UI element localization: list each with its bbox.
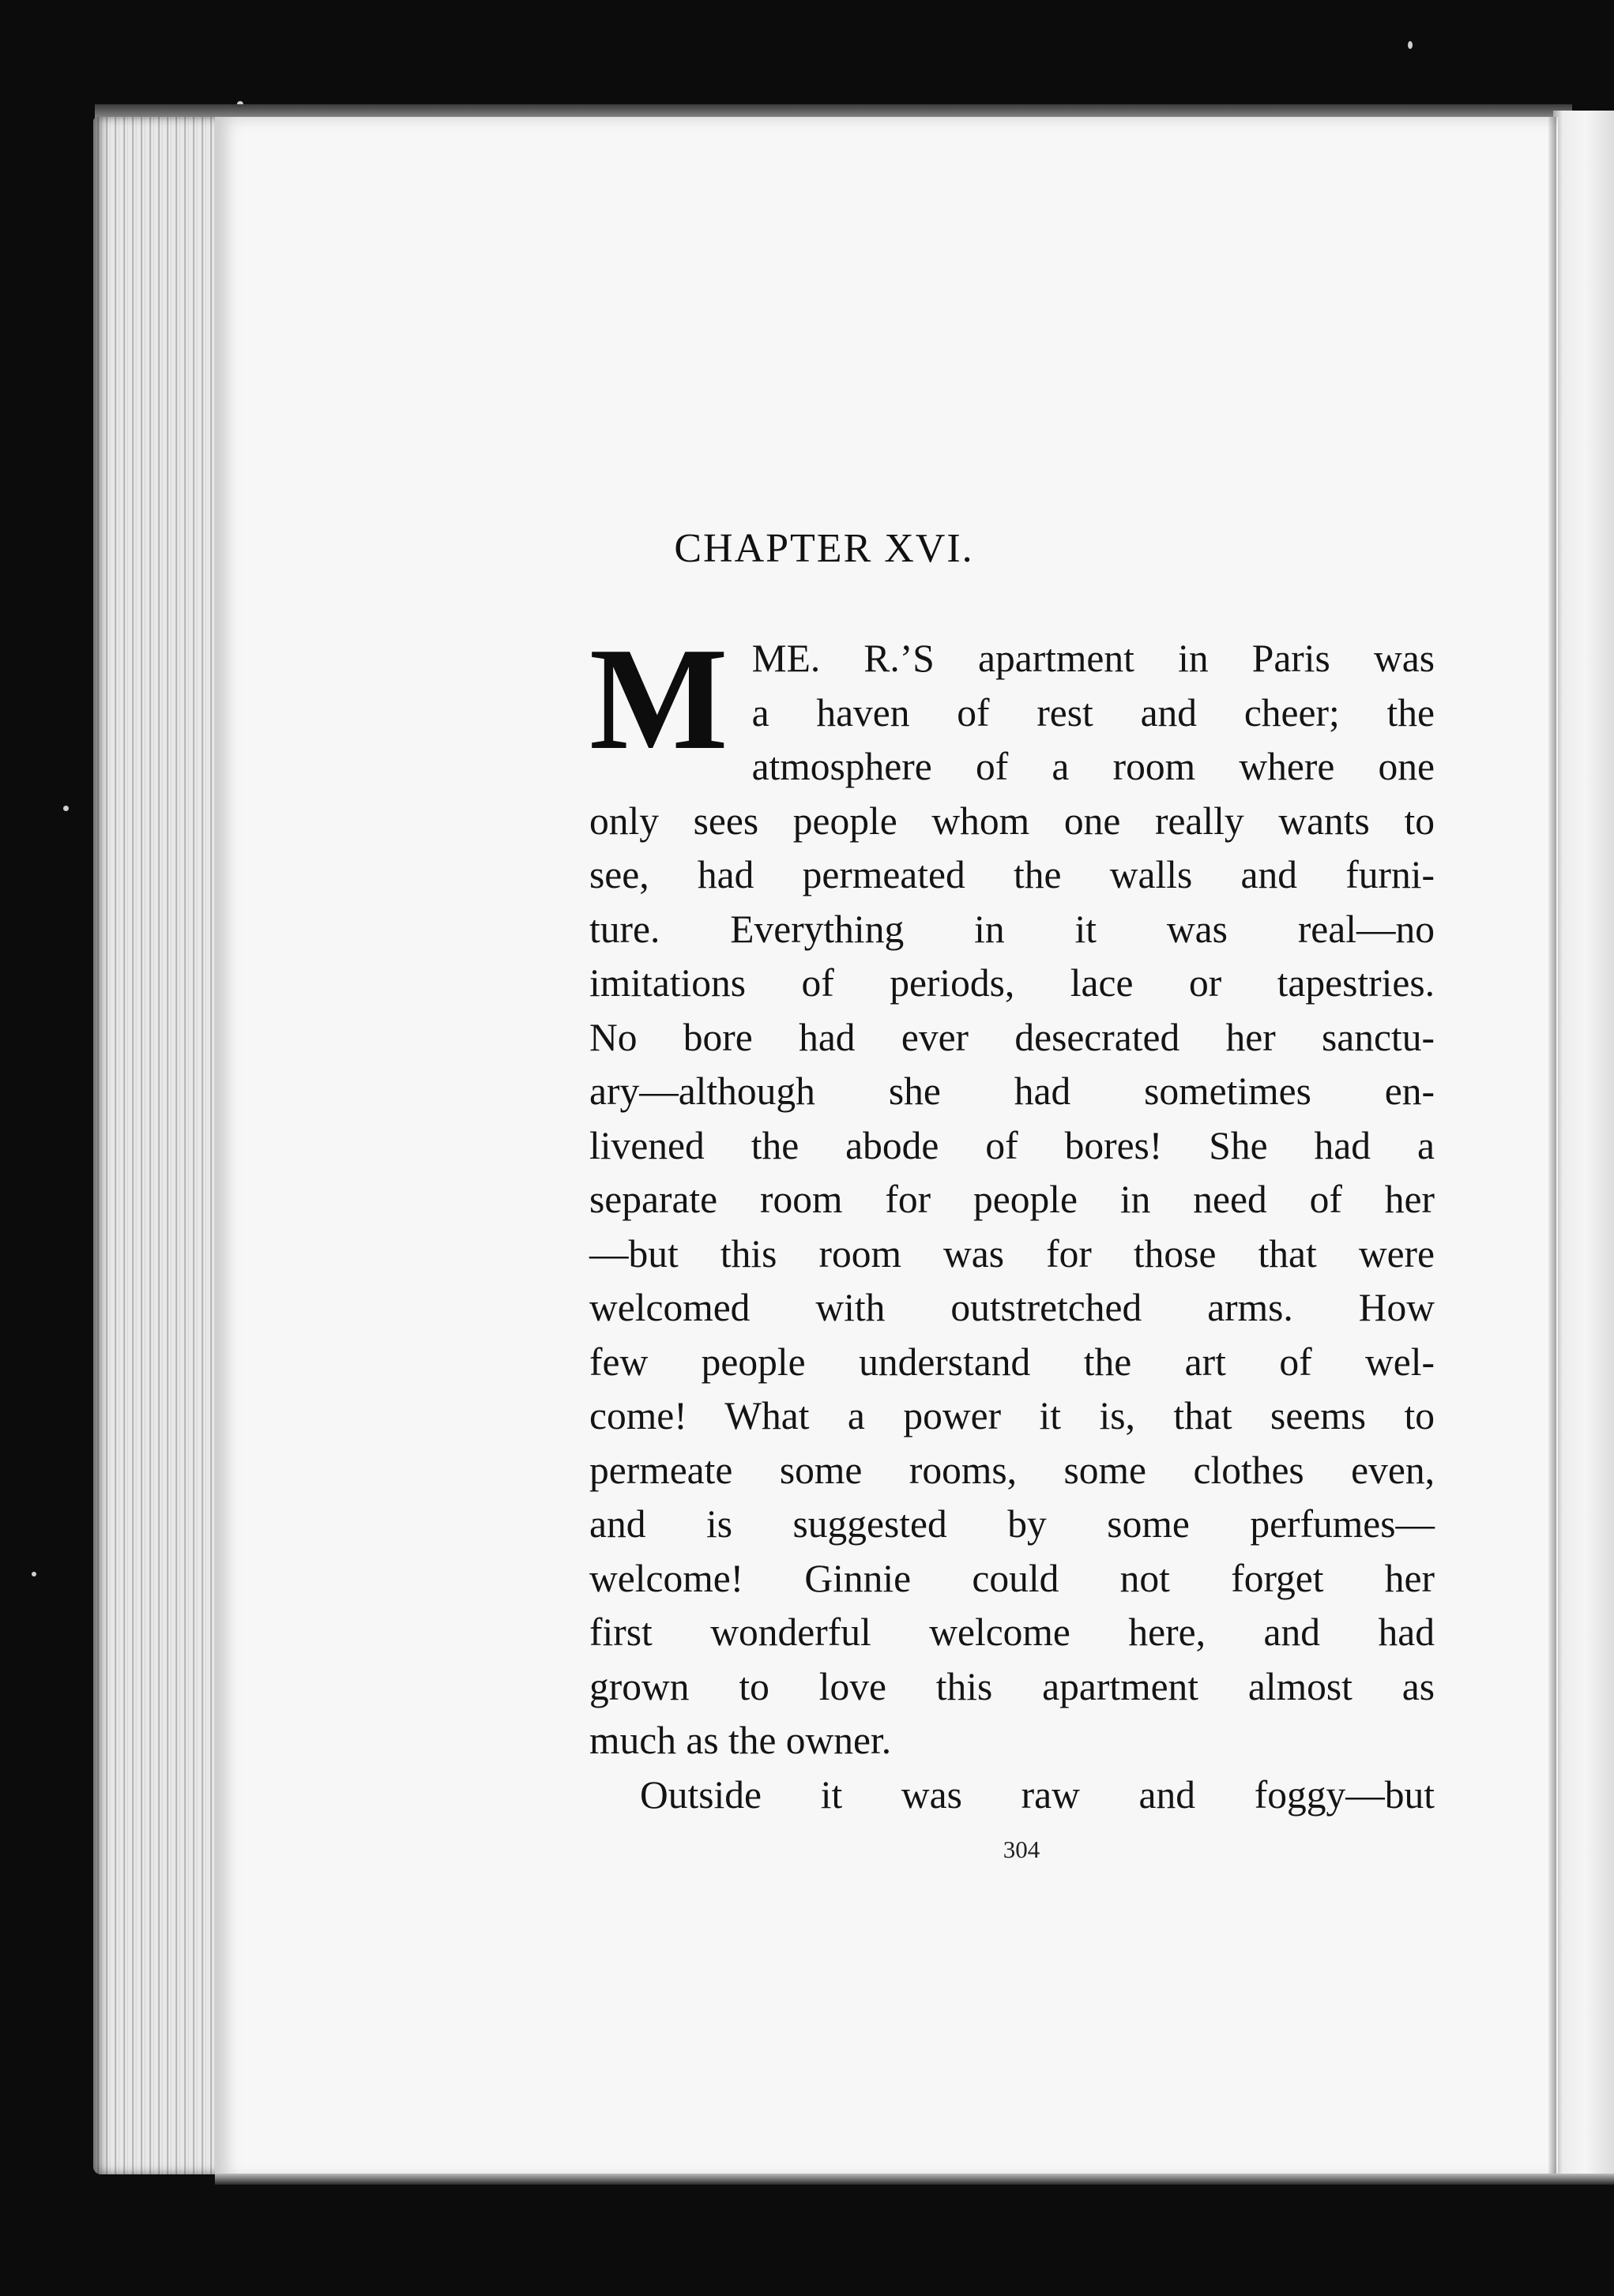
text-line: ME. R.’S apartment in Paris was <box>751 637 1435 680</box>
scan-mark <box>32 1572 36 1576</box>
scan-mark <box>63 806 69 811</box>
text-line: ture. Everything in it was real—no <box>589 907 1435 951</box>
text-line: separate room for people in need of her <box>589 1178 1435 1221</box>
text-line: only sees people whom one really wants to <box>589 799 1435 843</box>
chapter-body <box>589 618 1435 1822</box>
scan-mark <box>1408 41 1413 49</box>
text-line: come! What a power it is, that seems to <box>589 1394 1435 1437</box>
text-line: welcomed with outstretched arms. How <box>589 1286 1435 1329</box>
drop-cap: M <box>589 618 728 780</box>
text-line: No bore had ever desecrated her sanctu- <box>589 1015 1435 1059</box>
text-line: livened the abode of bores! She had a <box>589 1123 1435 1167</box>
page-number: 304 <box>1003 1836 1040 1863</box>
text-line: Outside it was raw and foggy—but <box>640 1772 1435 1817</box>
text-line: welcome! Ginnie could not forget her <box>589 1556 1435 1600</box>
text-line: imitations of periods, lace or tapestries. <box>589 961 1435 1005</box>
text-line: ary—although she had sometimes en- <box>589 1069 1435 1113</box>
text-line: first wonderful welcome here, and had <box>589 1610 1435 1654</box>
text-line: see, had permeated the walls and furni- <box>589 853 1435 896</box>
gutter-shadow <box>1548 117 1556 2180</box>
adjacent-page-edge <box>1553 111 1614 2180</box>
book-bottom-edge <box>215 2174 1614 2185</box>
paragraph-end-line: much as the owner. <box>589 1719 892 1762</box>
text-line: —but this room was for those that were <box>589 1231 1435 1276</box>
text-line: and is suggested by some perfumes— <box>589 1502 1435 1546</box>
book-page-edges <box>93 117 228 2174</box>
text-line: permeate some rooms, some clothes even, <box>589 1448 1435 1492</box>
text-line: grown to love this apartment almost as <box>589 1664 1435 1708</box>
text-line: few people understand the art of wel- <box>589 1340 1435 1384</box>
chapter-heading: CHAPTER XVI. <box>674 526 974 571</box>
text-line: atmosphere of a room where one <box>751 745 1435 788</box>
text-line: a haven of rest and cheer; the <box>751 690 1435 735</box>
